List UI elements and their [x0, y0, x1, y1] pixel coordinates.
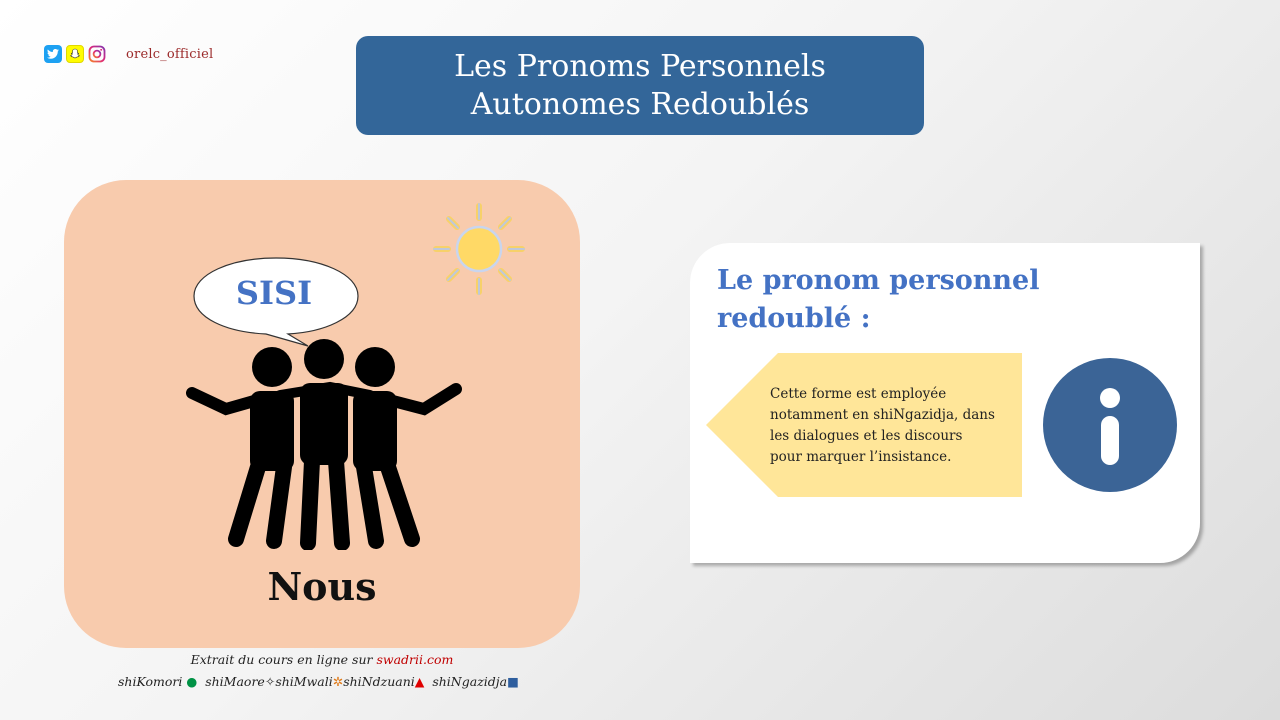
social-header — [44, 44, 213, 64]
info-icon — [1043, 358, 1177, 492]
snapchat-icon[interactable] — [66, 45, 84, 63]
course-credit — [148, 652, 496, 667]
speech-bubble-text: SISI — [235, 274, 313, 312]
title-line-1: Les Pronoms Personnels — [454, 48, 826, 84]
dialect-name: shiMaore — [205, 674, 265, 689]
social-handle[interactable]: orelc_officiel — [126, 46, 214, 62]
illustration-caption: Nous — [267, 564, 377, 609]
info-heading-line-2: redoublé : — [717, 303, 871, 334]
credit-site-link[interactable]: swadrii.com — [376, 652, 454, 667]
dialect-name: shiNdzuani — [343, 674, 415, 689]
info-heading-line-1: Le pronom personnel — [717, 265, 1040, 296]
info-heading — [717, 262, 1117, 338]
red-triangle-icon: ▲ — [414, 674, 425, 689]
sparkle-icon: ✧ — [264, 674, 276, 689]
info-text-line: pour marquer l’insistance. — [770, 449, 952, 465]
dialect-name: shiKomori — [118, 674, 183, 689]
dialect-name: shiNgazidja — [432, 674, 508, 689]
orange-star-icon: ✲ — [332, 674, 344, 689]
twitter-icon[interactable] — [44, 45, 62, 63]
dialect-legend — [118, 674, 538, 689]
info-text-line: notamment en shiNgazidja, dans — [770, 407, 995, 423]
info-text — [770, 384, 1016, 468]
sun-icon — [430, 200, 528, 298]
green-dot-icon: ● — [186, 674, 198, 689]
blue-square-icon: ■ — [507, 674, 519, 689]
credit-prefix: Extrait du cours en ligne sur — [190, 652, 373, 667]
dialect-name: shiMwali — [275, 674, 333, 689]
people-group-icon — [180, 335, 470, 550]
title-line-2: Autonomes Redoublés — [470, 86, 810, 122]
info-text-line: Cette forme est employée — [770, 386, 947, 402]
info-text-line: les dialogues et les discours — [770, 428, 963, 444]
instagram-icon[interactable] — [88, 45, 106, 63]
page-title — [356, 36, 924, 135]
